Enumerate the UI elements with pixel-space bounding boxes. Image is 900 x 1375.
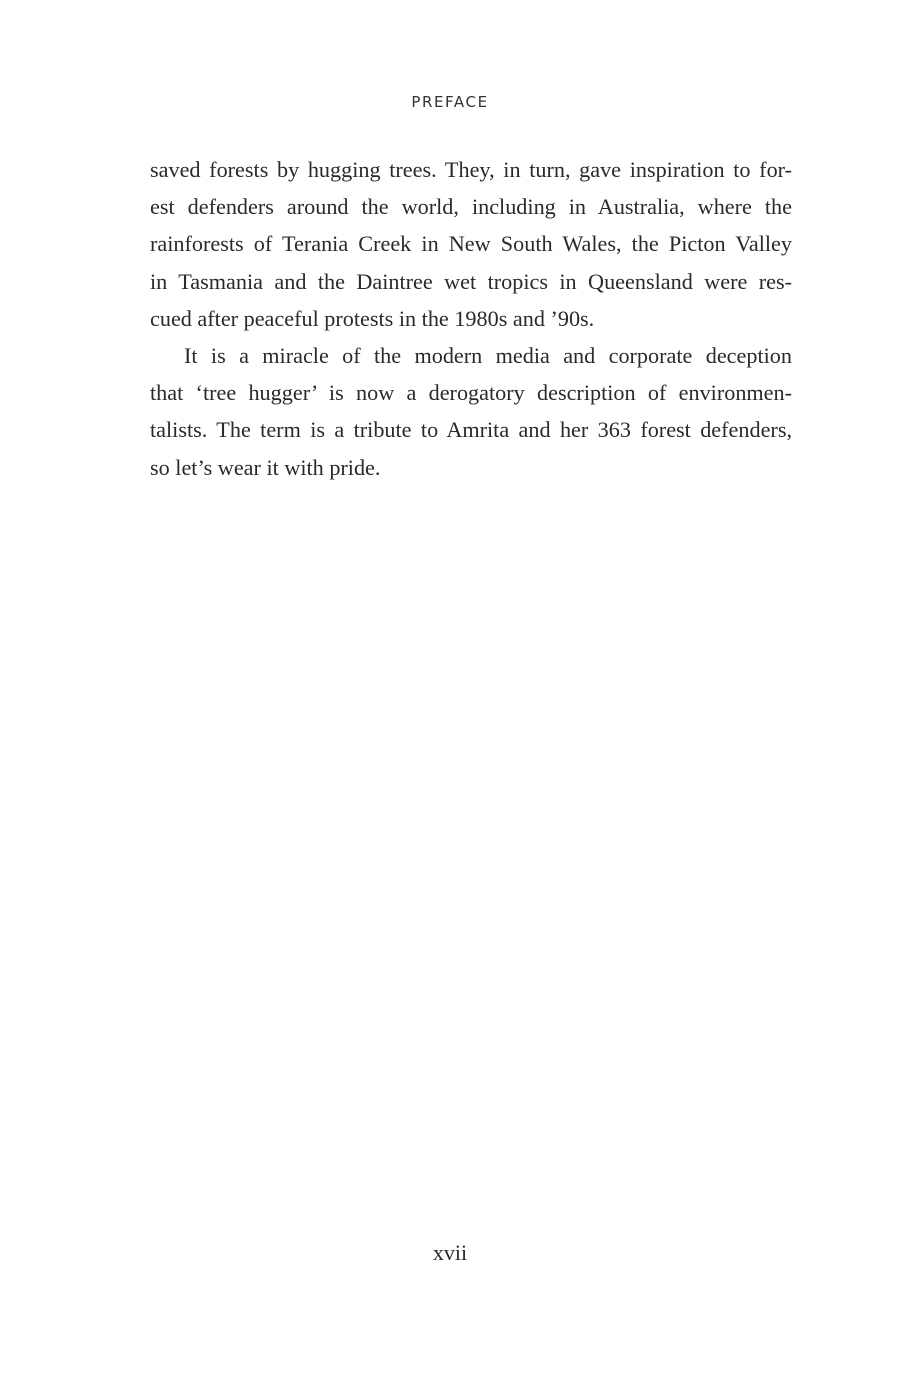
text-line: est defenders around the world, including in Australia, where the — [150, 194, 792, 220]
paragraph — [150, 151, 792, 337]
text-line: talists. The term is a tribute to Amrita and her 363 forest defenders, — [150, 417, 792, 443]
running-head: PREFACE — [411, 93, 489, 111]
text-line: rainforests of Terania Creek in New South Wales, the Picton Valley — [150, 231, 792, 257]
text-line: saved forests by hugging trees. They, in turn, gave inspiration to for- — [150, 157, 792, 182]
body-text — [150, 151, 792, 486]
text-line: that ‘tree hugger’ is now a derogatory description of environmen- — [150, 380, 792, 406]
page-number: xvii — [432, 1240, 468, 1265]
text-line: in Tasmania and the Daintree wet tropics in Queensland were res- — [150, 268, 792, 294]
text-line: It is a miracle of the modern media and corporate deception — [184, 343, 792, 369]
text-line: so let’s wear it with pride. — [150, 454, 381, 480]
text-line: cued after peaceful protests in the 1980s and ’90s. — [150, 305, 595, 331]
paragraph — [150, 337, 792, 486]
